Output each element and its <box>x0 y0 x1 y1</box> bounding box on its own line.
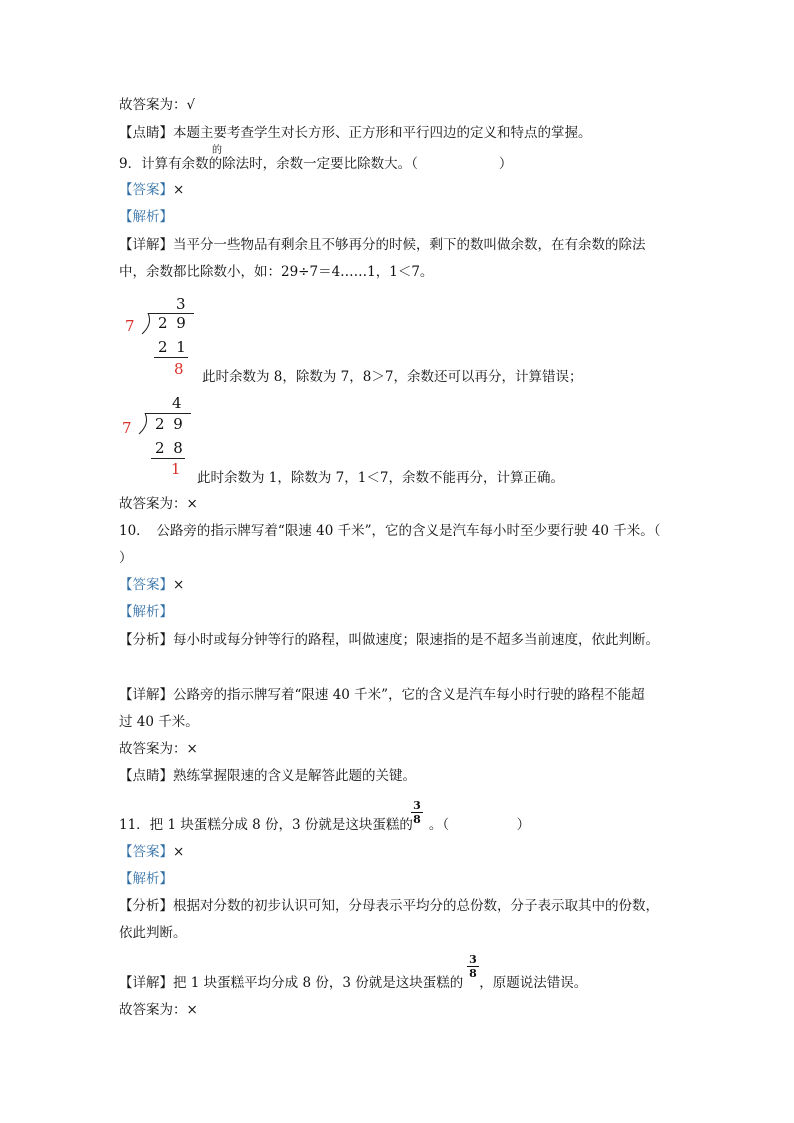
q10-analysis: 【分析】每小时或每分钟等行的路程，叫做速度；限速指的是不超多当前速度，依此判断。 <box>119 632 659 648</box>
q9-note-1: 此时余数为 8，除数为 7，8＞7，余数还可以再分，计算错误； <box>202 369 583 385</box>
q11-detail <box>119 974 587 992</box>
product: 2 1 <box>158 338 188 356</box>
dianjing-line: 【点睛】本题主要考查学生对长方形、正方形和平行四边的定义和特点的掌握。 <box>119 125 592 141</box>
answer-line: 故答案为：√ <box>119 97 196 113</box>
answer-value: × <box>173 182 185 198</box>
q10-detail-2: 过 40 千米。 <box>119 714 199 730</box>
question-11 <box>119 816 530 834</box>
q9-note-2: 此时余数为 1，除数为 7，1＜7，余数不能再分，计算正确。 <box>197 470 564 486</box>
q9-detail-2: 中，余数都比除数小，如：29÷7＝4……1，1＜7。 <box>119 264 434 280</box>
quotient: 4 <box>172 394 182 412</box>
q10-dianjing: 【点睛】熟练掌握限速的含义是解答此题的关键。 <box>119 768 416 784</box>
divisor: 7 <box>125 317 135 335</box>
fraction-3-8-detail <box>467 954 479 979</box>
q9-detail-1: 【详解】当平分一些物品有剩余且不够再分的时候，剩下的数叫做余数，在有余数的除法 <box>119 237 646 253</box>
subtraction-line <box>151 458 185 459</box>
question-10: 10． 公路旁的指示牌写着“限速 40 千米”，它的含义是汽车每小时至少要行驶 40 千米。（ <box>119 523 661 539</box>
subtraction-line <box>154 357 188 358</box>
q9-jiexi: 【解析】 <box>119 209 173 225</box>
q11-jiexi: 【解析】 <box>119 871 173 887</box>
dividend: 2 9 <box>155 415 185 433</box>
remainder: 1 <box>171 460 181 478</box>
q11-detail-end: ，原题说法错误。 <box>479 975 588 991</box>
q11-analysis-1: 【分析】根据对分数的初步认识可知，分母表示平均分的总份数，分子表示取其中的份数， <box>119 898 659 914</box>
question-9: 9．计算有余数的除法时，余数一定要比除数大。（ ） <box>119 156 513 172</box>
numerator: 3 <box>413 799 421 812</box>
divisor: 7 <box>122 419 132 437</box>
answer-label: 【答案】 <box>119 844 173 860</box>
remainder: 8 <box>174 360 184 378</box>
q11-text: 11．把 1 块蛋糕分成 8 份，3 份就是这块蛋糕的 <box>119 817 413 833</box>
division-bracket <box>141 313 151 335</box>
denominator: 8 <box>469 967 477 980</box>
q10-answer <box>119 576 184 594</box>
q10-jiexi: 【解析】 <box>119 604 173 620</box>
q9-answer <box>119 181 184 199</box>
question-10-bracket: ） <box>119 550 133 566</box>
answer-value: × <box>173 577 185 593</box>
q9-conclusion: 故答案为：× <box>119 496 198 512</box>
q11-bracket: 。（ ） <box>428 817 531 833</box>
quotient: 3 <box>176 295 186 313</box>
answer-label: 【答案】 <box>119 577 173 593</box>
small-char: 的 <box>212 145 222 156</box>
numerator: 3 <box>469 953 477 966</box>
fraction-3-8 <box>411 800 423 825</box>
q10-detail-1: 【详解】公路旁的指示牌写着“限速 40 千米”，它的含义是汽车每小时行驶的路程不能超 <box>119 687 645 703</box>
answer-label: 【答案】 <box>119 182 173 198</box>
q11-analysis-2: 依此判断。 <box>119 925 187 941</box>
division-bracket <box>138 413 148 435</box>
q11-detail-text: 【详解】把 1 块蛋糕平均分成 8 份，3 份就是这块蛋糕的 <box>119 975 464 991</box>
q10-conclusion: 故答案为：× <box>119 741 198 757</box>
answer-value: × <box>173 844 185 860</box>
q11-conclusion: 故答案为：× <box>119 1002 198 1018</box>
division-bar <box>145 413 191 414</box>
product: 2 8 <box>155 439 185 457</box>
denominator: 8 <box>413 813 421 826</box>
dividend: 2 9 <box>158 314 188 332</box>
q11-answer <box>119 843 184 861</box>
